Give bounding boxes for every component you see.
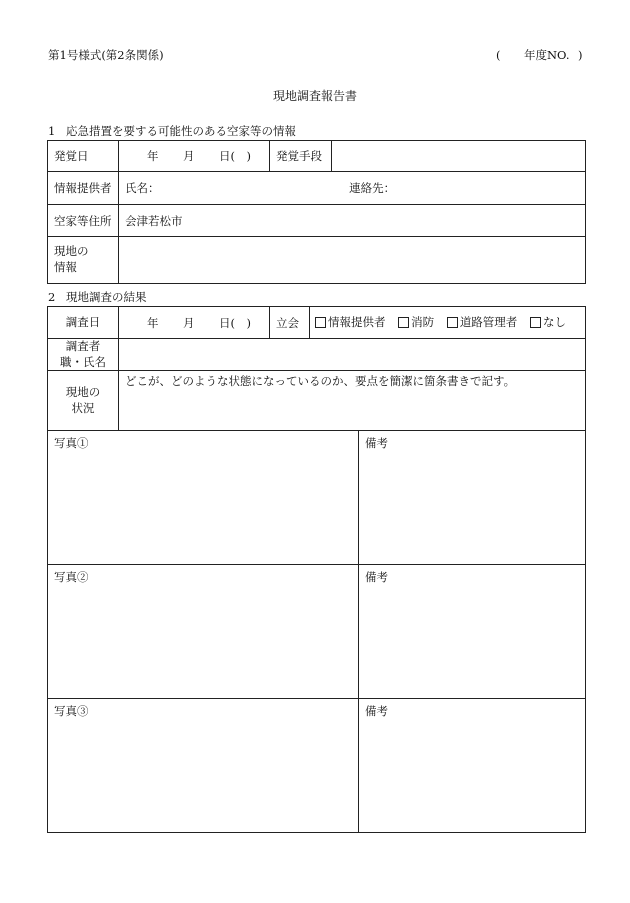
condition-field[interactable]	[119, 371, 586, 431]
option-label: なし	[542, 315, 566, 330]
page-title: 現地調査報告書	[272, 89, 357, 103]
section2-title: 現地調査の結果	[66, 290, 147, 304]
checkbox-icon[interactable]	[398, 317, 409, 328]
checkbox-icon[interactable]	[447, 317, 458, 328]
attendance-options	[310, 307, 586, 339]
remarks-1-label: 備考	[365, 436, 388, 450]
attendance-option-road-admin[interactable]	[447, 314, 518, 330]
attendance-option-none[interactable]	[530, 314, 566, 330]
address-label: 空家等住所	[48, 205, 119, 237]
informant-field[interactable]	[119, 172, 586, 205]
section1-title: 応急措置を要する可能性のある空家等の情報	[66, 124, 296, 138]
photo-grid	[47, 430, 586, 833]
photo-3-label: 写真③	[54, 704, 89, 718]
section1-heading	[48, 124, 296, 140]
fiscal-year-label: 年度NO.	[524, 48, 570, 62]
condition-label	[48, 371, 119, 431]
condition-hint: どこが、どのような状態になっているのか、要点を簡潔に箇条書きで記す。	[125, 374, 516, 389]
condition-label-line2: 状況	[71, 400, 95, 415]
survey-date-label: 調査日	[48, 307, 119, 339]
surveyor-label-line2: 職・氏名	[60, 354, 106, 369]
option-label: 道路管理者	[459, 315, 518, 330]
month-label: 月	[183, 149, 195, 163]
address-field[interactable]: 会津若松市	[119, 205, 586, 237]
site-info-label-line1: 現地の	[54, 244, 89, 259]
site-info-label	[48, 237, 119, 284]
paren-close: )	[578, 48, 583, 62]
name-label: 氏名：	[125, 181, 160, 195]
contact-label: 連絡先：	[349, 181, 396, 195]
checkbox-icon[interactable]	[315, 317, 326, 328]
discovery-date-label: 発覚日	[48, 141, 119, 172]
discovery-method-label: 発覚手段	[270, 141, 332, 172]
site-info-label-line2: 情報	[54, 260, 77, 274]
photo-3-cell[interactable]	[48, 699, 359, 833]
surveyor-label	[48, 339, 119, 371]
year-label: 年	[147, 315, 159, 330]
option-label: 消防	[411, 315, 435, 330]
attendance-option-informant[interactable]	[315, 314, 386, 330]
remarks-3-cell[interactable]	[359, 699, 586, 833]
remarks-1-cell[interactable]	[359, 431, 586, 565]
year-label: 年	[147, 149, 159, 163]
photo-2-cell[interactable]	[48, 565, 359, 699]
photo-1-cell[interactable]	[48, 431, 359, 565]
day-label: 日( )	[219, 315, 251, 330]
fiscal-year-number	[496, 48, 583, 64]
survey-date-field[interactable]	[119, 307, 270, 339]
photo-1-label: 写真①	[54, 436, 89, 450]
informant-label: 情報提供者	[48, 172, 119, 205]
section1-table	[47, 140, 586, 284]
discovery-date-field[interactable]	[119, 141, 270, 172]
remarks-3-label: 備考	[365, 704, 388, 718]
checkbox-icon[interactable]	[530, 317, 541, 328]
surveyor-label-line1: 調査者	[65, 339, 101, 353]
section2-table	[47, 306, 586, 431]
photo-2-label: 写真②	[54, 570, 89, 584]
section1-number: 1	[48, 124, 56, 138]
remarks-2-cell[interactable]	[359, 565, 586, 699]
attendance-option-fire-dept[interactable]	[398, 314, 434, 330]
form-number: 第1号様式(第2条関係)	[48, 48, 164, 62]
site-info-field[interactable]	[119, 237, 586, 284]
discovery-method-field[interactable]	[332, 141, 586, 172]
paren-open: (	[496, 48, 501, 62]
month-label: 月	[183, 315, 195, 330]
remarks-2-label: 備考	[365, 570, 388, 584]
section2-heading	[48, 290, 147, 306]
section2-number: 2	[48, 290, 56, 304]
attendance-label: 立会	[270, 307, 310, 339]
option-label: 情報提供者	[328, 315, 386, 330]
day-label: 日( )	[219, 149, 251, 163]
surveyor-field[interactable]	[119, 339, 586, 371]
condition-label-line1: 現地の	[65, 385, 101, 400]
